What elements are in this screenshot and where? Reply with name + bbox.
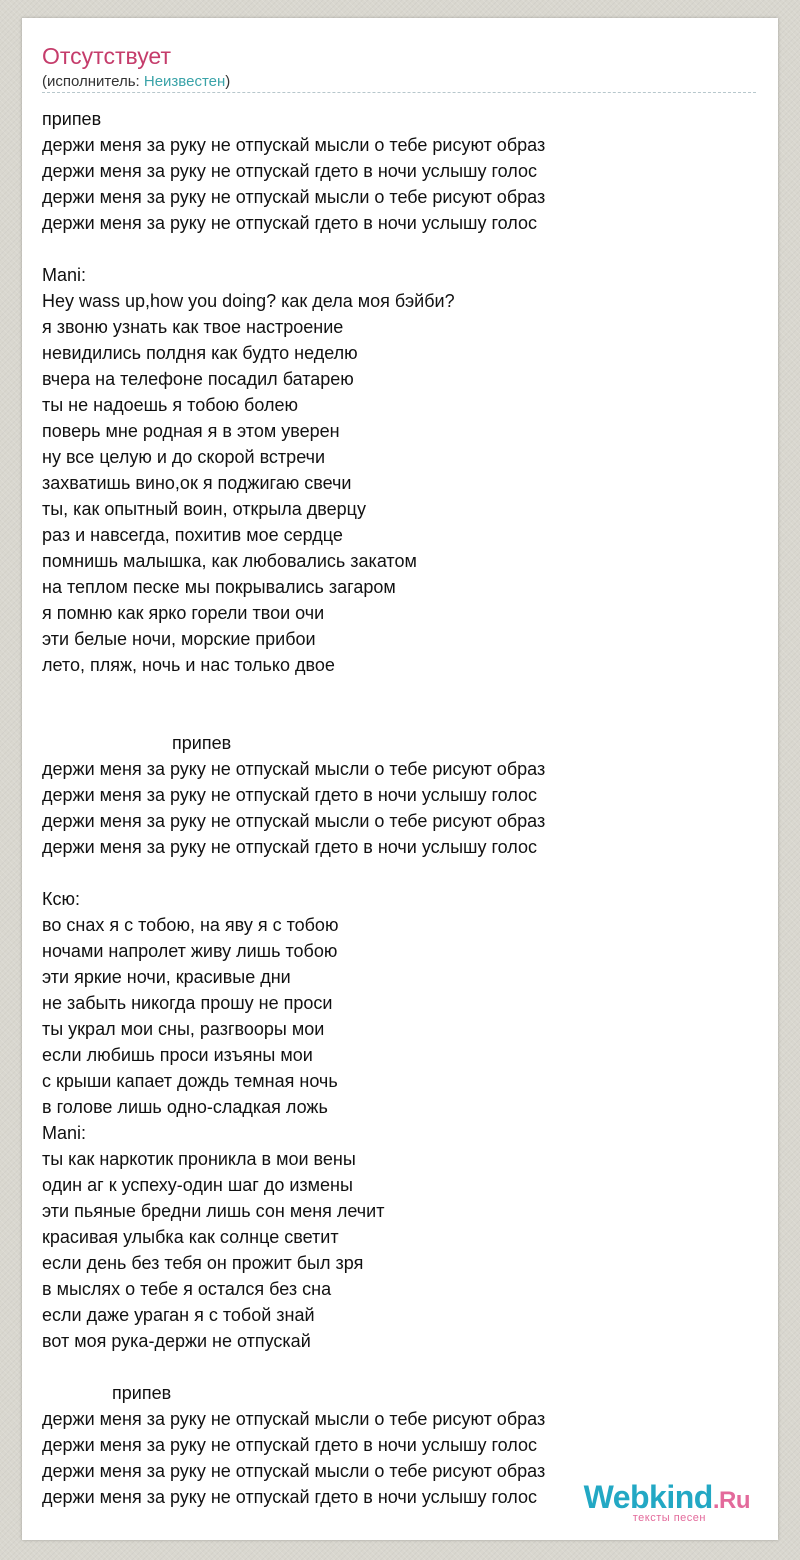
lyric-line: держи меня за руку не отпускай гдето в ночи услышу голос xyxy=(42,785,537,805)
lyric-line: эти белые ночи, морские прибои xyxy=(42,629,316,649)
artist-suffix: ) xyxy=(225,73,231,90)
lyric-line: Ксю: xyxy=(42,889,80,909)
lyric-line: помнишь малышка, как любовались закатом xyxy=(42,551,417,571)
lyric-line: лето, пляж, ночь и нас только двое xyxy=(42,655,335,675)
lyric-line: припев xyxy=(42,1383,172,1403)
lyric-line: не забыть никогда прошу не проси xyxy=(42,993,333,1013)
lyric-line: ну все целую и до скорой встречи xyxy=(42,447,326,467)
lyric-line: если день без тебя он прожит был зря xyxy=(42,1253,364,1273)
lyric-line: держи меня за руку не отпускай гдето в ночи услышу голос xyxy=(42,1435,537,1455)
lyric-line xyxy=(42,678,756,704)
logo-tld: .Ru xyxy=(712,1487,750,1514)
divider xyxy=(42,92,756,93)
lyric-line: я помню как ярко горели твои очи xyxy=(42,603,325,623)
lyric-line: эти яркие ночи, красивые дни xyxy=(42,967,291,987)
lyric-line: ночами напролет живу лишь тобою xyxy=(42,941,338,961)
logo-tagline: тексты песен xyxy=(632,1512,706,1524)
lyric-line: ты не надоешь я тобою болею xyxy=(42,395,298,415)
lyric-line: держи меня за руку не отпускай мысли о тебе рисуют образ xyxy=(42,759,546,779)
lyric-line: припев xyxy=(42,109,102,129)
lyric-line: с крыши капает дождь темная ночь xyxy=(42,1071,338,1091)
lyric-line: держи меня за руку не отпускай мысли о тебе рисуют образ xyxy=(42,811,546,831)
artist-line xyxy=(42,72,230,92)
artist-link[interactable]: Неизвестен xyxy=(143,73,226,90)
lyric-line xyxy=(42,860,756,886)
lyric-line: эти пьяные бредни лишь сон меня лечит xyxy=(42,1201,385,1221)
lyric-line: вчера на телефоне посадил батарею xyxy=(42,369,354,389)
lyric-line: один аг к успеху-один шаг до измены xyxy=(42,1175,353,1195)
lyrics-text xyxy=(42,106,756,1510)
lyric-line: держи меня за руку не отпускай гдето в ночи услышу голос xyxy=(42,213,537,233)
lyric-line: на теплом песке мы покрывались загаром xyxy=(42,577,396,597)
lyric-line: держи меня за руку не отпускай мысли о тебе рисуют образ xyxy=(42,1409,546,1429)
lyric-line: припев xyxy=(42,733,232,753)
lyric-line: если любишь проси изъяны мои xyxy=(42,1045,313,1065)
lyric-line: держи меня за руку не отпускай мысли о тебе рисуют образ xyxy=(42,1461,546,1481)
lyric-line xyxy=(42,236,756,262)
lyric-line: в мыслях о тебе я остался без сна xyxy=(42,1279,332,1299)
lyric-line: захватишь вино,ок я поджигаю свечи xyxy=(42,473,352,493)
lyric-line: держи меня за руку не отпускай гдето в ночи услышу голос xyxy=(42,837,537,857)
lyric-line: держи меня за руку не отпускай гдето в ночи услышу голос xyxy=(42,1487,537,1507)
lyric-line: во снах я с тобою, на яву я с тобою xyxy=(42,915,339,935)
lyric-line xyxy=(42,704,756,730)
lyric-line: я звоню узнать как твое настроение xyxy=(42,317,344,337)
lyric-line: Mani: xyxy=(42,1123,87,1143)
lyric-line: вот моя рука-держи не отпускай xyxy=(42,1331,311,1351)
lyric-line: держи меня за руку не отпускай мысли о тебе рисуют образ xyxy=(42,135,546,155)
artist-prefix: (исполнитель: xyxy=(42,73,144,90)
lyric-line: Mani: xyxy=(42,265,87,285)
lyric-line: поверь мне родная я в этом уверен xyxy=(42,421,340,441)
lyric-line: ты, как опытный воин, открыла дверцу xyxy=(42,499,366,519)
lyric-line: в голове лишь одно-сладкая ложь xyxy=(42,1097,328,1117)
lyric-line: красивая улыбка как солнце светит xyxy=(42,1227,339,1247)
lyrics-card xyxy=(22,18,778,1540)
site-logo[interactable] xyxy=(584,1480,750,1524)
lyric-line: ты украл мои сны, разгвооры мои xyxy=(42,1019,325,1039)
lyric-line xyxy=(42,1354,756,1380)
lyric-line: держи меня за руку не отпускай мысли о тебе рисуют образ xyxy=(42,187,546,207)
lyric-line: держи меня за руку не отпускай гдето в ночи услышу голос xyxy=(42,161,537,181)
lyric-line: раз и навсегда, похитив мое сердце xyxy=(42,525,343,545)
lyric-line: невидились полдня как будто неделю xyxy=(42,343,358,363)
lyric-line: Hey wass up,how you doing? как дела моя бэйби? xyxy=(42,291,455,311)
lyric-line: если даже ураган я с тобой знай xyxy=(42,1305,315,1325)
lyric-line: ты как наркотик проникла в мои вены xyxy=(42,1149,356,1169)
logo-brand: Webkind xyxy=(583,1479,713,1515)
song-title: Отсутствует xyxy=(42,43,171,69)
